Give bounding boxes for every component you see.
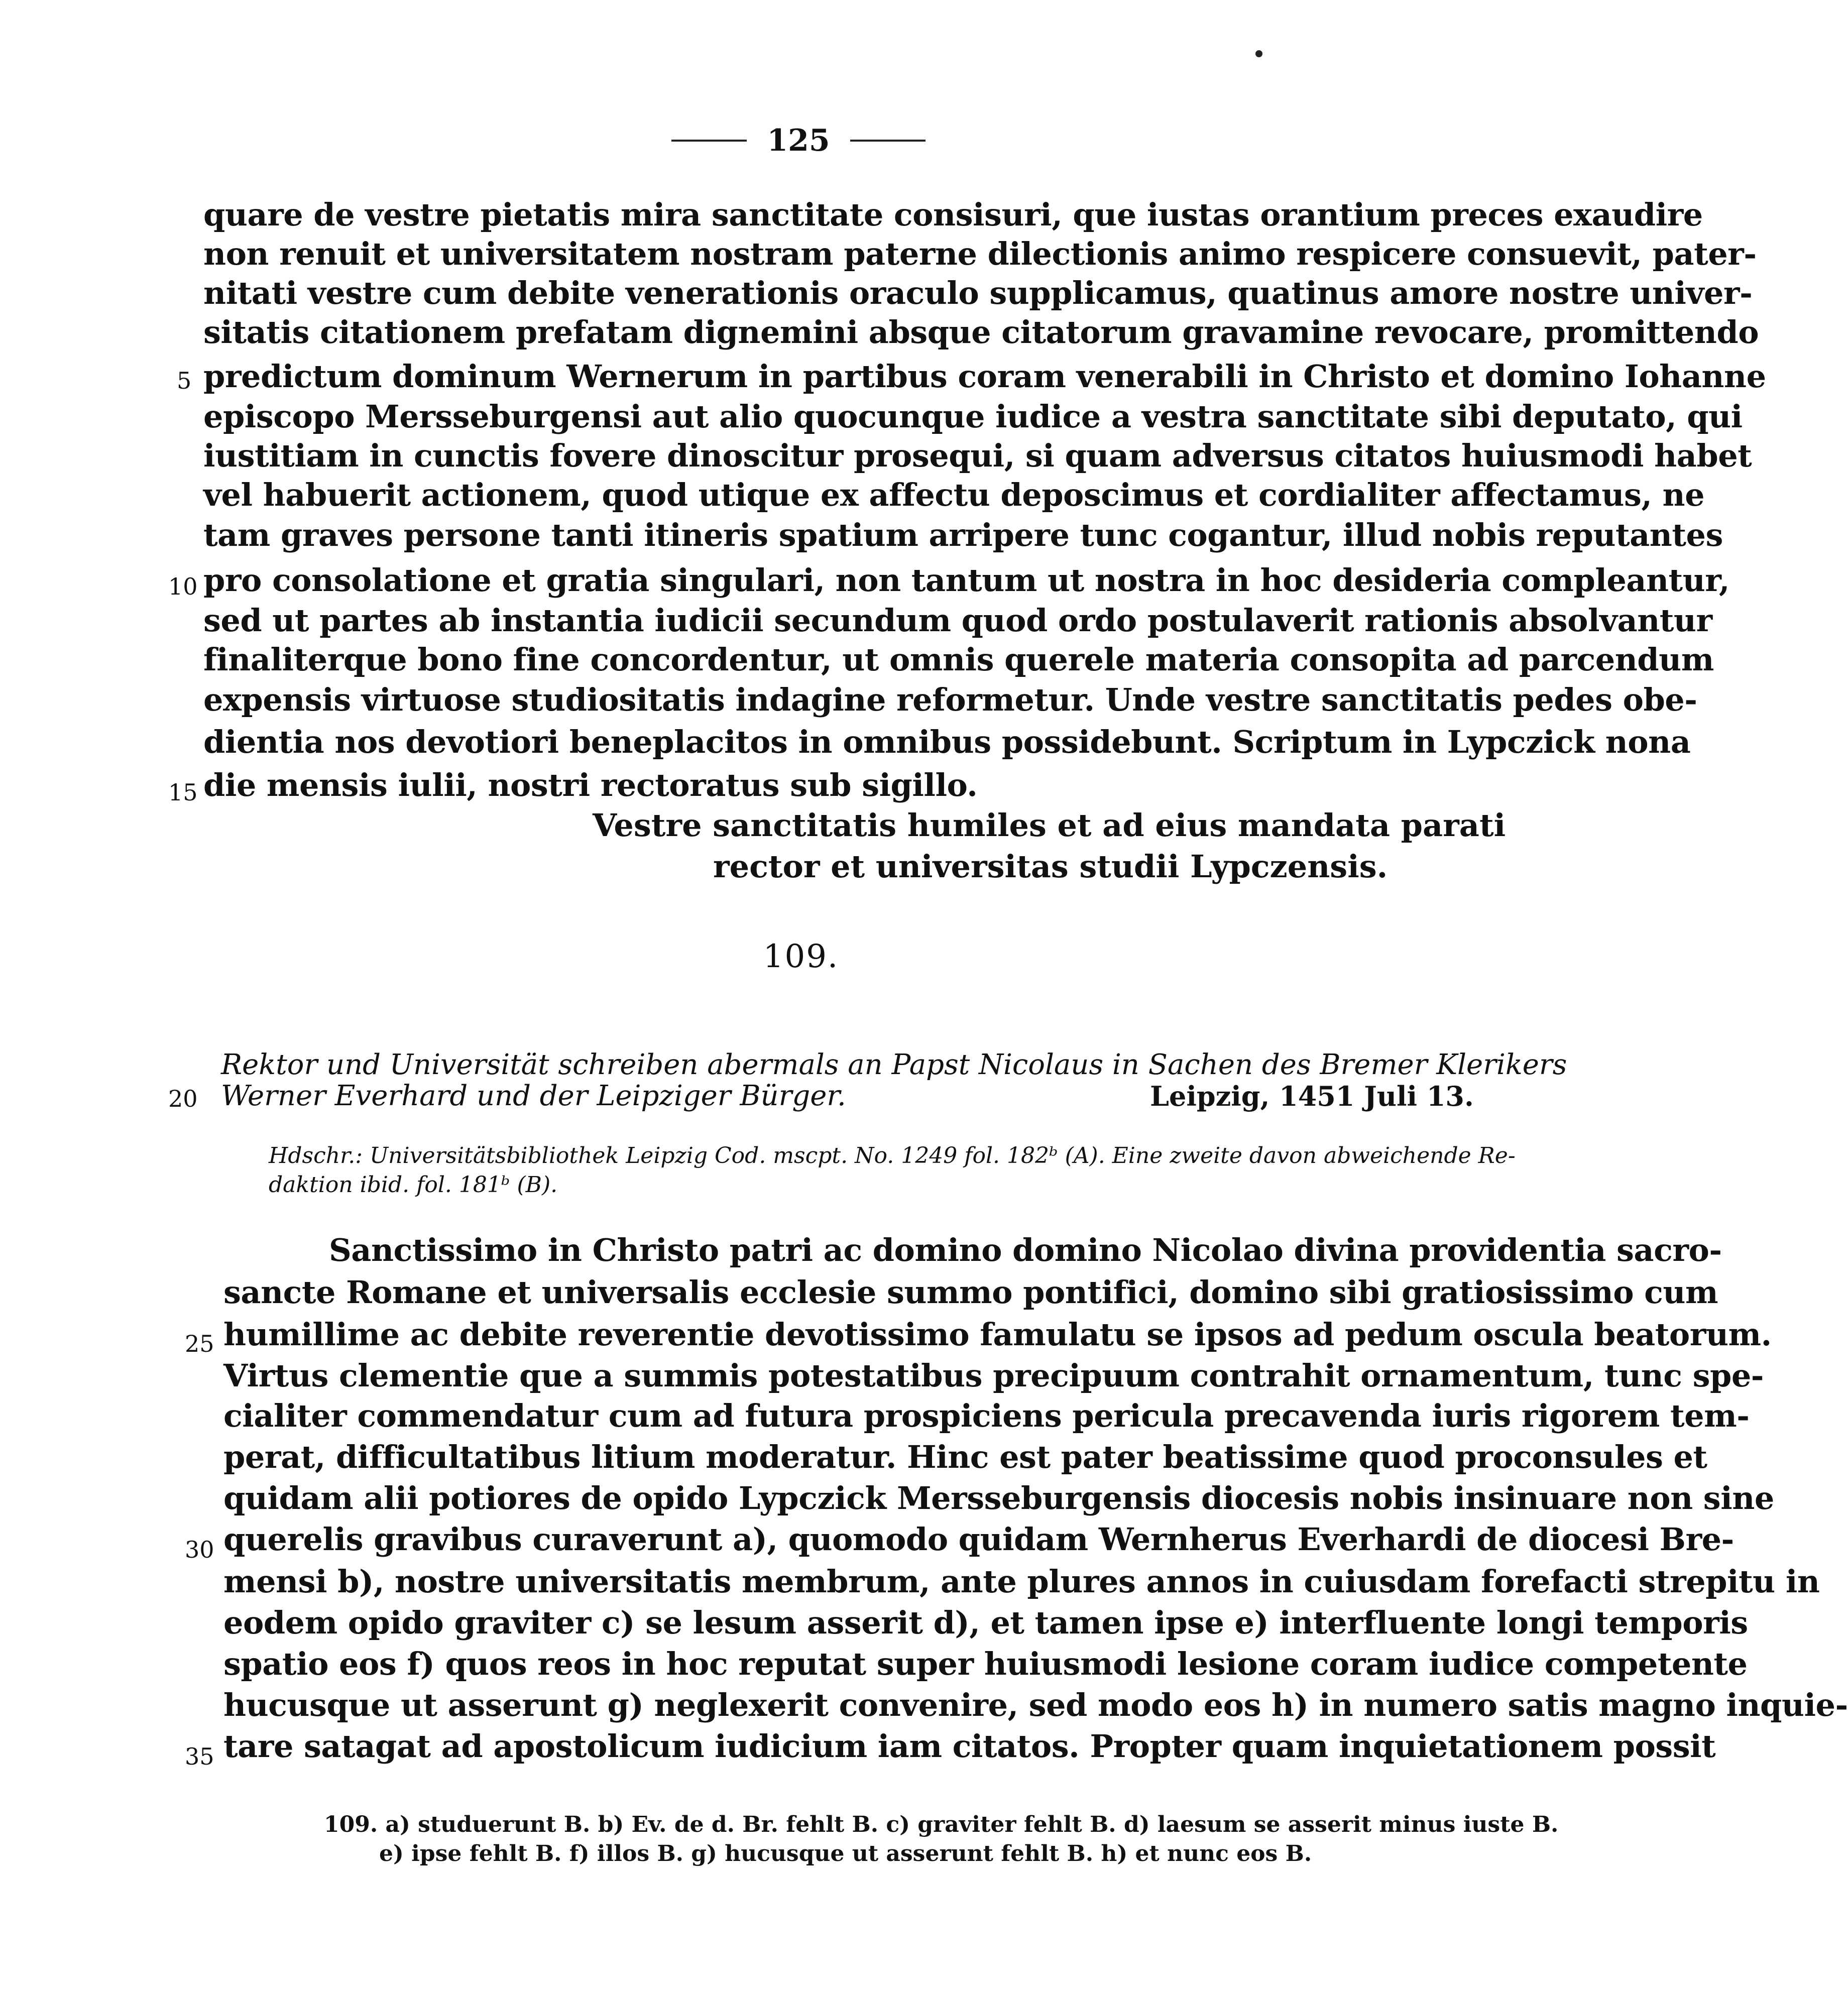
text-line: die mensis iulii, nostri rectoratus sub sigillo. bbox=[203, 767, 978, 803]
line-number: 15 bbox=[168, 779, 198, 806]
text-line: querelis gravibus curaverunt a), quomodo quidam Wernherus Everhardi de diocesi Bre- bbox=[223, 1521, 1734, 1558]
header-rule-right bbox=[850, 140, 926, 142]
page-number: 125 bbox=[767, 123, 830, 158]
document-date: Leipzig, 1451 Juli 13. bbox=[1150, 1080, 1474, 1112]
regest-line: Rektor und Universität schreiben abermals an Papst Nicolaus in Sachen des Bremer Klerikers bbox=[221, 1048, 1567, 1081]
footnote-line: e) ipse fehlt B. f) illos B. g) hucusque ut asserunt fehlt B. h) et nunc eos B. bbox=[379, 1841, 1312, 1866]
running-header bbox=[650, 121, 947, 161]
text-line: non renuit et universitatem nostram paterne dilectionis animo respicere consuevit, pater- bbox=[203, 236, 1757, 272]
line-number: 20 bbox=[168, 1085, 198, 1112]
text-line: tam graves persone tanti itineris spatium arripere tunc cogantur, illud nobis reputantes bbox=[203, 517, 1723, 553]
line-number: 35 bbox=[185, 1743, 214, 1770]
text-line: mensi b), nostre universitatis membrum, ante plures annos in cuiusdam forefacti strepitu in bbox=[223, 1563, 1820, 1600]
text-line: quidam alii potiores de opido Lypczick Mersseburgensis diocesis nobis insinuare non sine bbox=[223, 1480, 1774, 1516]
text-line: tare satagat ad apostolicum iudicium iam citatos. Propter quam inquietationem possit bbox=[223, 1728, 1716, 1765]
print-dot bbox=[1255, 50, 1262, 57]
text-line: dientia nos devotiori beneplacitos in omnibus possidebunt. Scriptum in Lypczick nona bbox=[203, 724, 1691, 760]
manuscript-note: daktion ibid. fol. 181ᵇ (B). bbox=[269, 1172, 558, 1198]
document-number: 109. bbox=[763, 938, 839, 975]
text-line: sitatis citationem prefatam dignemini absque citatorum gravamine revocare, promittendo bbox=[203, 314, 1759, 350]
text-line: Sanctissimo in Christo patri ac domino domino Nicolao divina providentia sacro- bbox=[329, 1232, 1722, 1268]
line-number: 10 bbox=[168, 573, 198, 600]
text-line: expensis virtuose studiositatis indagine reformetur. Unde vestre sanctitatis pedes obe- bbox=[203, 681, 1697, 718]
text-line: cialiter commendatur cum ad futura prospiciens pericula precavenda iuris rigorem tem- bbox=[223, 1397, 1750, 1434]
text-line: Virtus clementie que a summis potestatibus precipuum contrahit ornamentum, tunc spe- bbox=[223, 1357, 1764, 1394]
text-line: nitati vestre cum debite venerationis oraculo supplicamus, quatinus amore nostre univer- bbox=[203, 275, 1753, 311]
closing-signatories: rector et universitas studii Lypczensis. bbox=[713, 848, 1388, 885]
regest-line: Werner Everhard und der Leipziger Bürger. bbox=[221, 1080, 846, 1112]
text-line: perat, difficultatibus litium moderatur. Hinc est pater beatissime quod proconsules et bbox=[223, 1439, 1707, 1475]
text-line: finaliterque bono fine concordentur, ut omnis querele materia consopita ad parcendum bbox=[203, 641, 1714, 678]
text-line: predictum dominum Wernerum in partibus coram venerabili in Christo et domino Iohanne bbox=[203, 358, 1766, 395]
text-line: hucusque ut asserunt g) neglexerit convenire, sed modo eos h) in numero satis magno inquie- bbox=[223, 1687, 1848, 1723]
line-number: 30 bbox=[185, 1536, 214, 1563]
line-number: 5 bbox=[177, 367, 192, 394]
footnote-line: 109. a) studuerunt B. b) Ev. de d. Br. fehlt B. c) graviter fehlt B. d) laesum se asserit minus iuste B. bbox=[324, 1812, 1559, 1837]
text-line: episcopo Mersseburgensi aut alio quocunque iudice a vestra sanctitate sibi deputato, qui bbox=[203, 398, 1743, 435]
text-line: vel habuerit actionem, quod utique ex affectu deposcimus et cordialiter affectamus, ne bbox=[203, 477, 1705, 513]
closing-salutation: Vestre sanctitatis humiles et ad eius mandata parati bbox=[593, 807, 1506, 844]
text-line: sancte Romane et universalis ecclesie summo pontifici, domino sibi gratiosissimo cum bbox=[223, 1274, 1718, 1311]
text-line: iustitiam in cunctis fovere dinoscitur prosequi, si quam adversus citatos huiusmodi habet bbox=[203, 437, 1752, 474]
text-line: spatio eos f) quos reos in hoc reputat super huiusmodi lesione coram iudice competente bbox=[223, 1646, 1748, 1682]
text-line: eodem opido graviter c) se lesum asserit d), et tamen ipse e) interfluente longi temporis bbox=[223, 1604, 1748, 1641]
text-line: humillime ac debite reverentie devotissimo famulatu se ipsos ad pedum oscula beatorum. bbox=[223, 1316, 1772, 1353]
text-line: quare de vestre pietatis mira sanctitate consisuri, que iustas orantium preces exaudire bbox=[203, 196, 1703, 233]
header-rule-left bbox=[671, 140, 747, 142]
line-number: 25 bbox=[185, 1330, 214, 1357]
text-line: pro consolatione et gratia singulari, non tantum ut nostra in hoc desideria compleantur, bbox=[203, 562, 1730, 599]
text-line: sed ut partes ab instantia iudicii secundum quod ordo postulaverit rationis absolvantur bbox=[203, 602, 1712, 639]
manuscript-note: Hdschr.: Universitätsbibliothek Leipzig Cod. mscpt. No. 1249 fol. 182ᵇ (A). Eine zweite davon abweichende Re- bbox=[269, 1143, 1516, 1168]
